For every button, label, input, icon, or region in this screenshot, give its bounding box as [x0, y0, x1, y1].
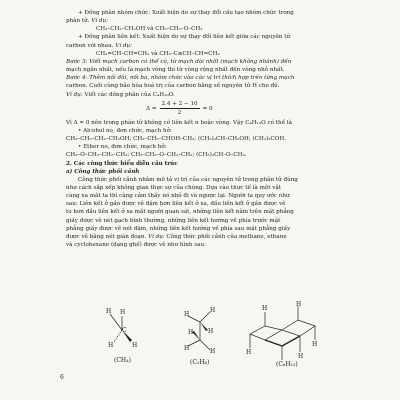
formula-line: CH₃–O–CH₂–CH₂–CH₃; CH₃–CH₂–O–CH₂–CH₃; (CH₃)₂CH–O–CH₃. — [66, 152, 247, 159]
cyclohexane-structure — [246, 301, 317, 368]
h-label: H — [108, 342, 114, 349]
h-label: H — [208, 328, 214, 335]
h-label: H — [262, 305, 268, 312]
step-line: Bước 3: Viết mạch carbon có thể có, từ mạch dài nhất (mạch không nhánh) đến — [66, 58, 292, 65]
h-label: H — [184, 345, 190, 352]
paragraph-line: phẳng giấy được vẽ nét đậm, những liên kết hướng về phía sau mặt phẳng giấy — [66, 225, 291, 232]
molecule-drawings — [100, 300, 340, 370]
paragraph-line: như cách sắp xếp không gian thực sự của chúng. Dựa vào thực tế là một vật — [66, 184, 282, 191]
text-line: phân tử. Ví dụ: — [66, 18, 108, 25]
fraction: $\frac{2.4 + 2 - 10}{2}$ — [161, 101, 198, 117]
delta-formula: Δ = $\frac{2.4 + 2 - 10}{2}$ = 0 — [146, 101, 213, 117]
h-label: H — [312, 341, 318, 348]
paragraph-line: Công thức phối cảnh nhằm mô tả vị trí của các nguyên tử trong phân tử đúng — [78, 176, 298, 183]
text-line: + Đồng phân nhóm chức: Xuất hiện do sự thay đổi cấu tạo nhóm chức trong — [78, 10, 294, 16]
text-line: mạch ngắn nhất, nếu là mạch vòng thì từ vòng rộng nhất đến vòng nhỏ nhất. — [66, 67, 285, 74]
paragraph-line: to hơn đầu liên kết ở xa mắt người quan sát, những liên kết nằm trên mặt phẳng — [66, 209, 294, 216]
text-line: Vì Δ = 0 nên trong phân tử không có liên kết π hoặc vòng. Vậy C₄H₁₀O có thể là — [66, 119, 292, 126]
page-content — [66, 9, 366, 249]
section-heading: 2. Các công thức biểu diễn cấu trúc — [66, 160, 178, 167]
step-line: Bước 4: Thêm nối đôi, nối ba, nhóm chức vào các vị trí thích hợp trên từng mạch — [66, 75, 295, 82]
paragraph-line: sau: Liên kết ở gần được vẽ đậm hơn liên kết ở xa, đầu liên kết ở gần được vẽ — [66, 201, 286, 208]
h-label: H — [120, 309, 126, 316]
text-line: + Đồng phân liên kết: Xuất hiện do sự thay đổi liên kết giữa các nguyên tử — [78, 34, 291, 41]
paragraph-line: càng xa mắt ta thì càng cảm thấy nó nhỏ đi và ngược lại. Người ta quy ước như — [66, 193, 290, 200]
molecule-figures — [100, 300, 340, 370]
h-label: H — [210, 307, 216, 314]
bullet-line: • Alcohol no, đơn chức, mạch hở: — [78, 127, 172, 134]
h-label: H — [188, 329, 194, 336]
h-label: H — [210, 348, 216, 355]
formula-line: CH₃–CH₂–CH₂–CH₂OH; CH₃–CH₂–CHOH–CH₃; (CH₃)₂CH–CH₂OH; (CH₃)₃COH. — [66, 136, 287, 143]
h-label: H — [184, 311, 190, 318]
c-label: C — [122, 327, 127, 334]
ethane-structure — [184, 307, 215, 366]
formula-line: CH₂=CH–CH=CH₂ và CH₃–C≡CH–CH=CH₂ — [96, 50, 220, 57]
text-line: carbon với nhau. Ví dụ: — [66, 42, 132, 49]
page-number: 6 — [60, 374, 64, 381]
text-line: carbon. Cuối cùng bão hòa hoá trị của carbon bằng số nguyên tử H cho đủ. — [66, 83, 280, 90]
paragraph-line: và cyclohexane (dạng ghế) được vẽ như hình sau: — [66, 242, 206, 249]
h-label: H — [298, 353, 304, 360]
h-label: H — [132, 342, 138, 349]
h-label: H — [106, 308, 112, 315]
cyclohexane-caption: (C₆H₁₂) — [276, 361, 298, 368]
paragraph-line: giấy được vẽ nét gạch bình thường, những liên kết hướng về phía trước mặt — [66, 217, 281, 224]
methane-caption: (CH₄) — [114, 357, 131, 364]
ethane-caption: (C₂H₆) — [190, 359, 210, 366]
paragraph-line: được vẽ bằng nét gián đoạn. Ví dụ: Công thức phối cảnh của methane, ethane — [66, 233, 287, 240]
h-label: H — [246, 349, 252, 356]
text-line: Ví dụ: Viết các đồng phân của C₄H₁₀O. — [66, 91, 175, 98]
subsection-heading: a) Công thức phối cảnh — [66, 168, 140, 175]
methane-structure — [106, 308, 137, 364]
h-label: H — [296, 301, 302, 308]
formula-line: CH₃–CH₂–CH₂OH và CH₃–CH₂–O–CH₃ — [96, 26, 203, 33]
bullet-line: • Ether no, đơn chức, mạch hở: — [78, 144, 167, 151]
